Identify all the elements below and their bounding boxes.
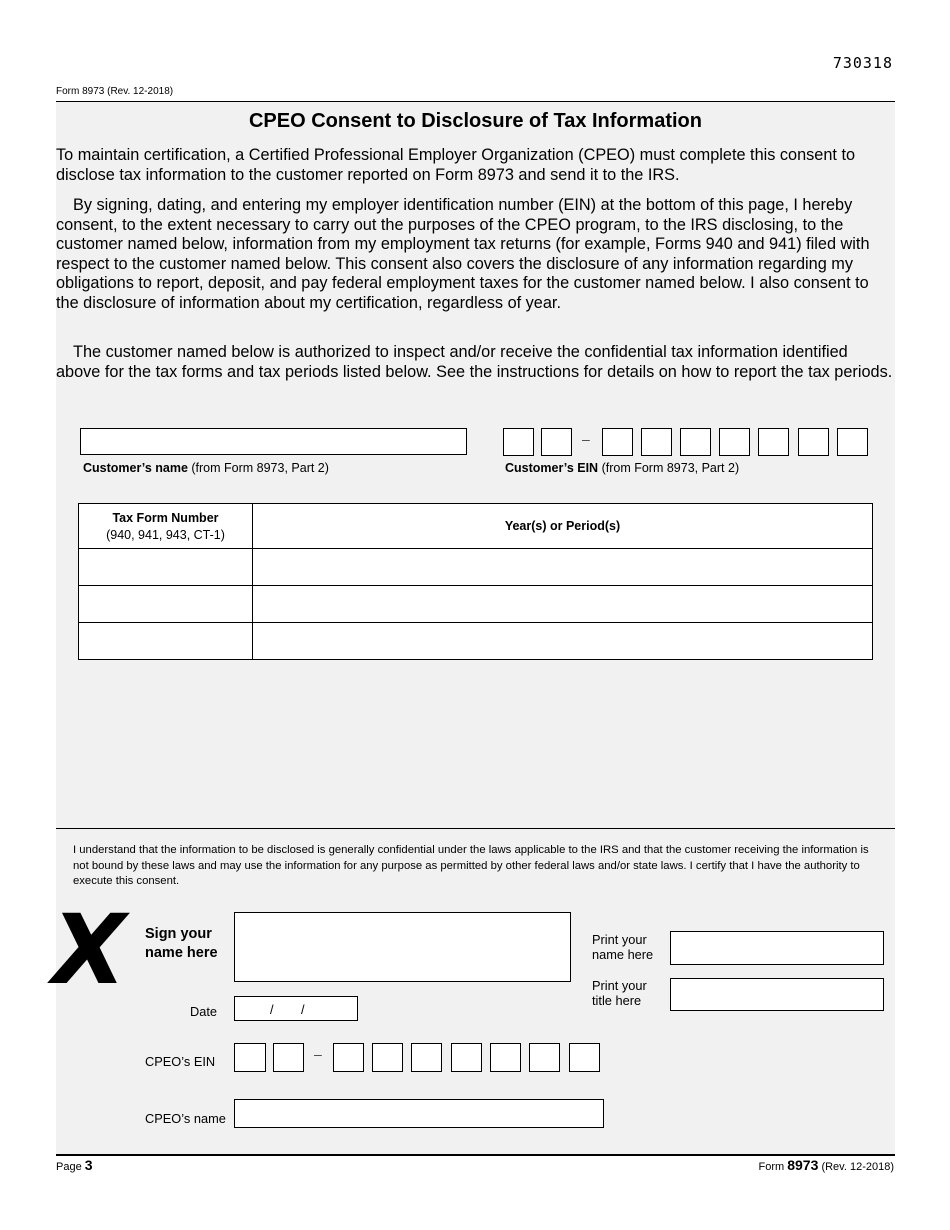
cpeo-ein-digit[interactable] — [451, 1043, 482, 1072]
cpeo-ein-digit[interactable] — [411, 1043, 442, 1072]
signature-x-mark: X — [52, 894, 127, 1006]
date-separator: / — [301, 1002, 305, 1017]
cpeo-ein-digit[interactable] — [234, 1043, 266, 1072]
print-title-field[interactable] — [670, 978, 884, 1011]
tax-form-table — [78, 503, 873, 660]
customer-ein-dash: – — [582, 431, 590, 447]
intro-paragraph: To maintain certification, a Certified Professional Employer Organization (CPEO) must complete this consent to disclose tax information to the customer reported on Form 8973 and send it to the IRS. — [56, 146, 856, 184]
table-row — [79, 586, 873, 623]
cpeo-ein-digit[interactable] — [569, 1043, 600, 1072]
form-header: Form 8973 (Rev. 12-2018) — [56, 86, 174, 97]
signature-field[interactable] — [234, 912, 571, 982]
tax-form-number-cell[interactable] — [79, 549, 253, 586]
customer-ein-digit[interactable] — [680, 428, 711, 456]
page-number: Page 3 — [56, 1157, 93, 1173]
customer-ein-label: Customer’s EIN (from Form 8973, Part 2) — [505, 461, 740, 475]
sign-name-label: Sign your name here — [145, 926, 218, 961]
section-divider — [56, 828, 895, 829]
customer-ein-digit[interactable] — [641, 428, 672, 456]
page-title: CPEO Consent to Disclosure of Tax Information — [248, 110, 702, 132]
bottom-divider — [56, 1154, 895, 1156]
periods-header: Year(s) or Period(s) — [253, 504, 873, 549]
customer-ein-digit[interactable] — [541, 428, 572, 456]
date-label: Date — [190, 1004, 218, 1019]
cpeo-ein-digit[interactable] — [273, 1043, 304, 1072]
cpeo-ein-digit[interactable] — [333, 1043, 364, 1072]
cpeo-name-label: CPEO’s name — [145, 1111, 226, 1126]
cpeo-ein-digit[interactable] — [372, 1043, 403, 1072]
cpeo-ein-digit[interactable] — [529, 1043, 560, 1072]
table-header-row — [79, 504, 873, 549]
authorization-paragraph: The customer named below is authorized to inspect and/or receive the confidential tax information identified above for the tax forms and tax periods listed below. See the instructions for details on how to report the tax periods. — [56, 343, 893, 381]
tax-form-number-cell[interactable] — [79, 623, 253, 660]
cpeo-ein-digit[interactable] — [490, 1043, 521, 1072]
customer-name-field[interactable] — [80, 428, 467, 455]
page-code: 730318 — [832, 54, 893, 72]
table-row — [79, 623, 873, 660]
customer-ein-digit[interactable] — [837, 428, 868, 456]
print-name-label: Print your name here — [592, 932, 654, 962]
customer-ein-digit[interactable] — [719, 428, 750, 456]
certification-text: I understand that the information to be disclosed is generally confidential under the laws applicable to the IRS and that the customer receiving the information is not bound by these laws and may use the information for any purpose as permitted by other federal laws and/or state laws. I certify that I have the authority to execute this consent. — [73, 844, 869, 887]
tax-form-number-subheader: (940, 941, 943, CT-1) — [106, 527, 225, 542]
cpeo-name-field[interactable] — [234, 1099, 604, 1128]
tax-form-number-cell[interactable] — [79, 586, 253, 623]
cpeo-ein-dash: – — [314, 1046, 322, 1062]
form-footer: Form 8973 (Rev. 12-2018) — [758, 1157, 894, 1173]
periods-cell[interactable] — [253, 586, 873, 623]
date-field[interactable] — [234, 996, 358, 1021]
print-name-field[interactable] — [670, 931, 884, 965]
tax-form-number-header: Tax Form Number (940, 941, 943, CT-1) — [79, 504, 253, 549]
customer-ein-digit[interactable] — [503, 428, 534, 456]
cpeo-ein-label: CPEO’s EIN — [145, 1054, 216, 1069]
customer-ein-digit[interactable] — [602, 428, 633, 456]
print-title-label: Print your title here — [592, 978, 647, 1008]
periods-cell[interactable] — [253, 623, 873, 660]
customer-ein-digit[interactable] — [758, 428, 789, 456]
customer-ein-digit[interactable] — [798, 428, 829, 456]
periods-cell[interactable] — [253, 549, 873, 586]
consent-paragraph: By signing, dating, and entering my employer identification number (EIN) at the bottom of this page, I hereby consent, to the extent necessary to carry out the purposes of the CPEO program, to the IRS disclosing, to the customer named below, information from my employment tax returns (for example, Forms 940 and 941) filed with respect to the customer named below. This consent also covers the disclosure of any information regarding my obligations to report, deposit, and pay federal employment taxes for the customer named below. I also consent to the disclosure of information about my certification, regardless of year. — [56, 196, 870, 312]
table-row — [79, 549, 873, 586]
customer-name-label: Customer’s name (from Form 8973, Part 2) — [83, 461, 329, 475]
date-separator: / — [270, 1002, 274, 1017]
